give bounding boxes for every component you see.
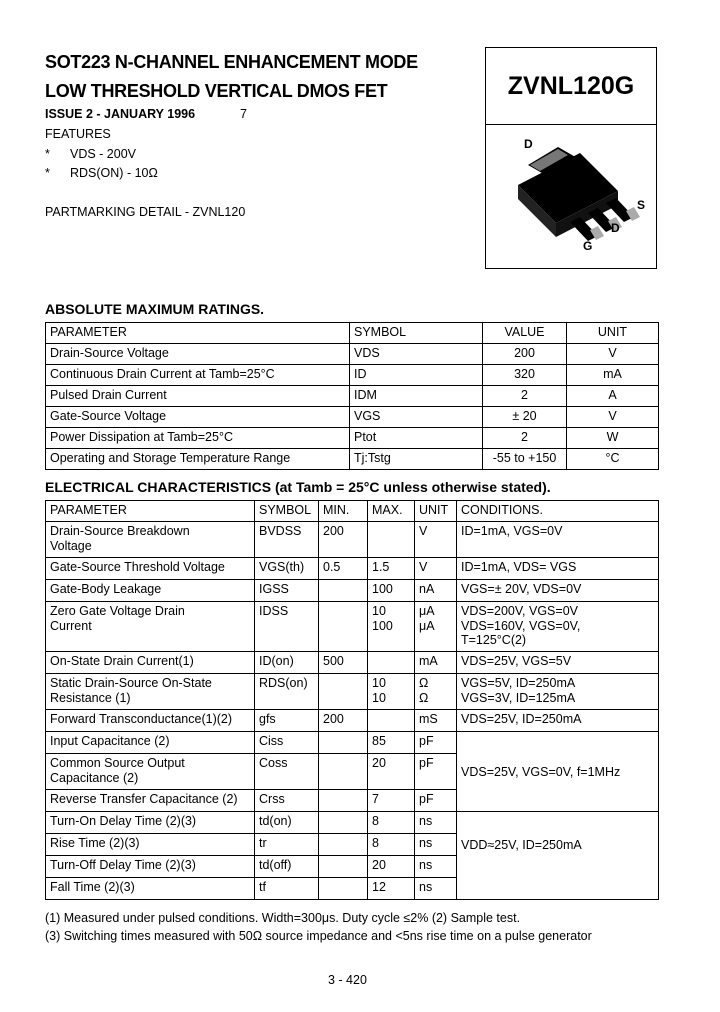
elec-cell: pF	[415, 732, 457, 754]
feature-bullet-1: *	[45, 147, 50, 161]
elec-cell: ns	[415, 812, 457, 834]
table-row	[46, 344, 659, 365]
pin-label-d-top: D	[524, 137, 533, 151]
package-drawing	[485, 124, 657, 269]
elec-cell: Reverse Transfer Capacitance (2)	[46, 790, 255, 812]
abs-max-header-row	[46, 323, 659, 344]
abs-max-cell: Tj:Tstg	[350, 449, 483, 470]
elec-cell	[457, 732, 659, 754]
feature-rdson: RDS(ON) - 10Ω	[70, 166, 158, 180]
table-row	[46, 365, 659, 386]
elec-cell	[319, 602, 368, 652]
abs-max-cell: -55 to +150	[483, 449, 567, 470]
elec-cell: RDS(on)	[255, 674, 319, 710]
abs-max-header-cell: VALUE	[483, 323, 567, 344]
table-row	[46, 652, 659, 674]
elec-cell: Common Source Output Capacitance (2)	[46, 754, 255, 790]
elec-cell: mS	[415, 710, 457, 732]
elec-cell: VDS=25V, VGS=5V	[457, 652, 659, 674]
elec-cell: Rise Time (2)(3)	[46, 834, 255, 856]
table-row	[46, 790, 659, 812]
abs-max-cell: W	[567, 428, 659, 449]
elec-cell	[457, 878, 659, 900]
footnote-1: (1) Measured under pulsed conditions. Width=300μs. Duty cycle ≤2% (2) Sample test.	[45, 911, 521, 925]
elec-cell: Crss	[255, 790, 319, 812]
table-row	[46, 602, 659, 652]
elec-cell: Drain-Source Breakdown Voltage	[46, 522, 255, 558]
table-row	[46, 834, 659, 856]
abs-max-cell: Ptot	[350, 428, 483, 449]
abs-max-cell: V	[567, 407, 659, 428]
elec-cell: Turn-On Delay Time (2)(3)	[46, 812, 255, 834]
elec-cell: pF	[415, 790, 457, 812]
elec-header-cell: UNIT	[415, 501, 457, 522]
elec-cell: On-State Drain Current(1)	[46, 652, 255, 674]
elec-cell: Coss	[255, 754, 319, 790]
abs-max-cell: A	[567, 386, 659, 407]
pin-label-g: G	[583, 239, 593, 253]
abs-max-cell: 2	[483, 386, 567, 407]
elec-cell	[457, 856, 659, 878]
elec-cell: VDS=25V, VGS=0V, f=1MHz	[457, 754, 659, 790]
table-row	[46, 522, 659, 558]
elec-cell: VGS=5V, ID=250mA VGS=3V, ID=125mA	[457, 674, 659, 710]
elec-cell: Forward Transconductance(1)(2)	[46, 710, 255, 732]
table-row	[46, 732, 659, 754]
elec-cell: VDS=25V, ID=250mA	[457, 710, 659, 732]
table-row	[46, 878, 659, 900]
abs-max-cell: 200	[483, 344, 567, 365]
elec-cell: BVDSS	[255, 522, 319, 558]
elec-cell	[319, 790, 368, 812]
abs-max-cell: ID	[350, 365, 483, 386]
table-row	[46, 558, 659, 580]
elec-cell: ns	[415, 856, 457, 878]
elec-header-row	[46, 501, 659, 522]
elec-table	[45, 500, 659, 900]
elec-cell: td(off)	[255, 856, 319, 878]
table-row	[46, 449, 659, 470]
footnote-2: (3) Switching times measured with 50Ω source impedance and <5ns rise time on a pulse generator	[45, 929, 592, 943]
elec-cell: Ciss	[255, 732, 319, 754]
elec-cell	[368, 522, 415, 558]
elec-cell: 20	[368, 754, 415, 790]
elec-cell: gfs	[255, 710, 319, 732]
elec-cell: VDD≈25V, ID=250mA	[457, 834, 659, 856]
elec-cell: 100	[368, 580, 415, 602]
elec-cell: Ω Ω	[415, 674, 457, 710]
elec-header-cell: PARAMETER	[46, 501, 255, 522]
abs-max-cell: VDS	[350, 344, 483, 365]
issue-date: ISSUE 2 - JANUARY 1996	[45, 107, 196, 121]
elec-cell	[319, 856, 368, 878]
elec-cell: 500	[319, 652, 368, 674]
elec-cell: V	[415, 558, 457, 580]
title-line-1: SOT223 N-CHANNEL ENHANCEMENT MODE	[45, 52, 418, 72]
elec-cell: Zero Gate Voltage Drain Current	[46, 602, 255, 652]
elec-cell: 1.5	[368, 558, 415, 580]
abs-max-header-cell: SYMBOL	[350, 323, 483, 344]
elec-header-cell: CONDITIONS.	[457, 501, 659, 522]
title-line-2: LOW THRESHOLD VERTICAL DMOS FET	[45, 81, 388, 101]
elec-cell: 12	[368, 878, 415, 900]
elec-cell: IGSS	[255, 580, 319, 602]
abs-max-cell: 2	[483, 428, 567, 449]
elec-cell: VGS=± 20V, VDS=0V	[457, 580, 659, 602]
elec-cell: tf	[255, 878, 319, 900]
elec-cell: 10 10	[368, 674, 415, 710]
elec-cell: Gate-Source Threshold Voltage	[46, 558, 255, 580]
elec-cell: ID(on)	[255, 652, 319, 674]
elec-cell: td(on)	[255, 812, 319, 834]
feature-bullet-2: *	[45, 166, 50, 180]
elec-cell	[319, 812, 368, 834]
elec-header-cell: MIN.	[319, 501, 368, 522]
part-number-box	[485, 47, 657, 125]
elec-cell: Input Capacitance (2)	[46, 732, 255, 754]
table-row	[46, 710, 659, 732]
elec-cell: 7	[368, 790, 415, 812]
elec-cell: nA	[415, 580, 457, 602]
table-row	[46, 674, 659, 710]
abs-max-cell: IDM	[350, 386, 483, 407]
features-heading: FEATURES	[45, 127, 111, 141]
abs-max-cell: Continuous Drain Current at Tamb=25°C	[46, 365, 350, 386]
elec-cell: Turn-Off Delay Time (2)(3)	[46, 856, 255, 878]
pin-label-d: D	[611, 221, 620, 235]
feature-vds: VDS - 200V	[70, 147, 137, 161]
abs-max-cell: VGS	[350, 407, 483, 428]
elec-cell: ID=1mA, VDS= VGS	[457, 558, 659, 580]
elec-cell	[319, 580, 368, 602]
part-number: ZVNL120G	[507, 71, 635, 100]
elec-cell	[319, 754, 368, 790]
elec-cell: ns	[415, 834, 457, 856]
elec-cell: 200	[319, 522, 368, 558]
abs-max-cell: V	[567, 344, 659, 365]
elec-cell: μA μA	[415, 602, 457, 652]
elec-cell	[319, 674, 368, 710]
elec-cell: Fall Time (2)(3)	[46, 878, 255, 900]
elec-header-cell: SYMBOL	[255, 501, 319, 522]
elec-cell: ID=1mA, VGS=0V	[457, 522, 659, 558]
elec-cell: ns	[415, 878, 457, 900]
abs-max-cell: mA	[567, 365, 659, 386]
elec-cell: VDS=200V, VGS=0V VDS=160V, VGS=0V, T=125°C(2)	[457, 602, 659, 652]
elec-title: ELECTRICAL CHARACTERISTICS (at Tamb = 25°C unless otherwise stated).	[45, 479, 551, 495]
elec-cell: VGS(th)	[255, 558, 319, 580]
elec-cell: IDSS	[255, 602, 319, 652]
elec-cell: 8	[368, 834, 415, 856]
abs-max-header-cell: PARAMETER	[46, 323, 350, 344]
elec-cell	[368, 652, 415, 674]
table-row	[46, 580, 659, 602]
elec-cell	[319, 834, 368, 856]
abs-max-cell: ± 20	[483, 407, 567, 428]
table-row	[46, 812, 659, 834]
elec-cell	[319, 878, 368, 900]
abs-max-cell: Power Dissipation at Tamb=25°C	[46, 428, 350, 449]
elec-cell: pF	[415, 754, 457, 790]
table-row	[46, 428, 659, 449]
table-row	[46, 386, 659, 407]
partmarking-detail: PARTMARKING DETAIL - ZVNL120	[45, 205, 246, 219]
table-row	[46, 754, 659, 790]
abs-max-table	[45, 322, 659, 470]
abs-max-cell: Pulsed Drain Current	[46, 386, 350, 407]
elec-header-cell: MAX.	[368, 501, 415, 522]
abs-max-cell: °C	[567, 449, 659, 470]
pin-label-s: S	[637, 198, 646, 212]
elec-cell	[319, 732, 368, 754]
abs-max-cell: Operating and Storage Temperature Range	[46, 449, 350, 470]
elec-cell: V	[415, 522, 457, 558]
elec-cell: 10 100	[368, 602, 415, 652]
elec-cell: 200	[319, 710, 368, 732]
elec-cell: 0.5	[319, 558, 368, 580]
elec-cell: Static Drain-Source On-State Resistance (1)	[46, 674, 255, 710]
abs-max-title: ABSOLUTE MAXIMUM RATINGS.	[45, 301, 265, 317]
elec-cell	[457, 790, 659, 812]
elec-cell: mA	[415, 652, 457, 674]
abs-max-cell: Drain-Source Voltage	[46, 344, 350, 365]
abs-max-header-cell: UNIT	[567, 323, 659, 344]
abs-max-cell: Gate-Source Voltage	[46, 407, 350, 428]
issue-suffix: 7	[240, 107, 247, 121]
elec-cell: Gate-Body Leakage	[46, 580, 255, 602]
sot223-package-icon	[486, 125, 656, 268]
table-row	[46, 856, 659, 878]
elec-cell: 8	[368, 812, 415, 834]
table-row	[46, 407, 659, 428]
elec-cell: 20	[368, 856, 415, 878]
elec-cell	[457, 812, 659, 834]
page-number: 3 - 420	[328, 973, 367, 987]
elec-cell: tr	[255, 834, 319, 856]
abs-max-cell: 320	[483, 365, 567, 386]
elec-cell: 85	[368, 732, 415, 754]
elec-cell	[368, 710, 415, 732]
